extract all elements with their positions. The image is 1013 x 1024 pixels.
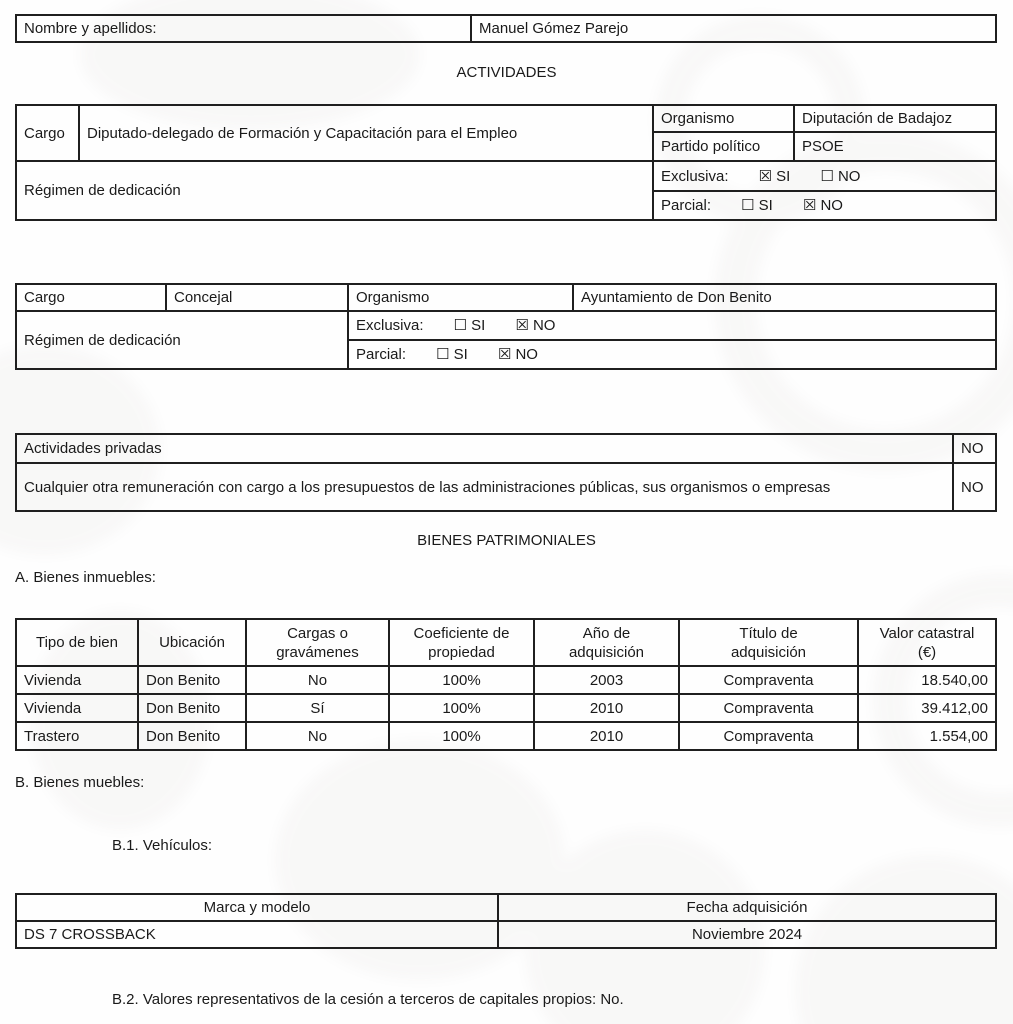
exclusiva-no-checkbox: ☐ NO (820, 167, 861, 185)
table-row (16, 921, 996, 948)
table-row (16, 463, 996, 511)
table-row (16, 105, 996, 132)
header-label: Coeficiente de propiedad (413, 624, 510, 661)
cell-coeficiente: 100% (389, 694, 534, 722)
cell-titulo: Compraventa (679, 694, 858, 722)
table-row (16, 284, 996, 311)
header-label: Año de adquisición (568, 624, 645, 661)
table-row (16, 722, 996, 750)
exclusiva-label: Exclusiva: (661, 167, 729, 185)
exclusiva-si-checkbox: ☒ SI (758, 167, 791, 185)
inmuebles-heading: A. Bienes inmuebles: (15, 569, 156, 586)
name-value: Manuel Gómez Parejo (479, 20, 629, 37)
header-label: Tipo de bien (35, 634, 118, 651)
cell-marca-modelo: DS 7 CROSSBACK (16, 921, 498, 948)
otra-remuneracion-value: NO (961, 478, 984, 496)
header-valor-catastral (858, 619, 996, 666)
regimen-label: Régimen de dedicación (24, 182, 181, 199)
cell-ano: 2010 (534, 694, 679, 722)
section-title-bienes: BIENES PATRIMONIALES (417, 532, 596, 549)
cell-valor: 1.554,00 (858, 722, 996, 750)
partido-value: PSOE (802, 138, 844, 155)
organismo-value-cell (794, 105, 996, 132)
inmuebles-table (15, 618, 997, 751)
exclusiva-cell (348, 311, 996, 340)
organismo-label: Organismo (356, 289, 430, 306)
cell-tipo: Vivienda (16, 694, 138, 722)
parcial-no-checkbox: ☒ NO (802, 197, 843, 214)
parcial-label: Parcial: (661, 197, 712, 214)
cell-ubicacion: Don Benito (138, 666, 246, 694)
cargo-value: Concejal (174, 289, 233, 306)
exclusiva-no-checkbox: ☒ NO (515, 317, 556, 334)
parcial-si-checkbox: ☐ SI (741, 197, 773, 214)
table-row (16, 694, 996, 722)
actividades-privadas-value: NO (961, 440, 984, 457)
valores-text: B.2. Valores representativos de la cesión a terceros de capitales propios: No. (112, 991, 624, 1008)
name-label: Nombre y apellidos: (24, 20, 157, 37)
section-title-actividades: ACTIVIDADES (456, 64, 557, 81)
partido-value-cell (794, 132, 996, 161)
vehiculos-heading: B.1. Vehículos: (112, 837, 213, 854)
header-tipo-de-bien (16, 619, 138, 666)
partido-label-cell (653, 132, 794, 161)
cell-coeficiente: 100% (389, 666, 534, 694)
cell-cargas: No (246, 666, 389, 694)
otra-remuneracion-value-cell (953, 463, 996, 511)
cargo-value: Diputado-delegado de Formación y Capacitación para el Empleo (87, 124, 518, 142)
name-value-cell (471, 15, 996, 42)
header-ubicacion (138, 619, 246, 666)
cell-cargas: No (246, 722, 389, 750)
cell-ubicacion: Don Benito (138, 694, 246, 722)
table-row (16, 161, 996, 191)
organismo-value: Diputación de Badajoz (802, 110, 953, 127)
actividades-privadas-label-cell (16, 434, 953, 463)
otra-remuneracion-label: Cualquier otra remuneración con cargo a los presupuestos de las administraciones públicas, sus organismos o empresas (24, 478, 831, 496)
table-row (16, 666, 996, 694)
organismo-label-cell (348, 284, 573, 311)
regimen-cell (16, 311, 348, 369)
header-label: Valor catastral (€) (879, 624, 975, 661)
cargo-label: Cargo (24, 289, 65, 306)
cell-valor: 18.540,00 (858, 666, 996, 694)
activity1-table (15, 104, 997, 221)
header-fecha-adquisicion: Fecha adquisición (498, 894, 996, 921)
header-coeficiente (389, 619, 534, 666)
table-header-row (16, 894, 996, 921)
organismo-value-cell (573, 284, 996, 311)
name-table (15, 14, 997, 43)
table-row (16, 434, 996, 463)
cell-titulo: Compraventa (679, 666, 858, 694)
cell-tipo: Trastero (16, 722, 138, 750)
table-row (16, 15, 996, 42)
cargo-label-cell (16, 284, 166, 311)
parcial-label: Parcial: (356, 346, 407, 363)
muebles-heading: B. Bienes muebles: (15, 774, 145, 791)
regimen-label: Régimen de dedicación (24, 331, 181, 349)
header-titulo-adquisicion (679, 619, 858, 666)
table-header-row (16, 619, 996, 666)
header-label: Título de adquisición (730, 624, 807, 661)
otra-remuneracion-label-cell (16, 463, 953, 511)
name-label-cell (16, 15, 471, 42)
parcial-cell (348, 340, 996, 369)
header-cargas (246, 619, 389, 666)
header-ano-adquisicion (534, 619, 679, 666)
actividades-privadas-label: Actividades privadas (24, 440, 162, 457)
organismo-value: Ayuntamiento de Don Benito (581, 289, 772, 306)
organismo-label: Organismo (661, 110, 735, 127)
parcial-no-checkbox: ☒ NO (497, 346, 538, 363)
header-label: Ubicación (159, 634, 225, 651)
cargo-value-cell (166, 284, 348, 311)
exclusiva-label: Exclusiva: (356, 317, 424, 334)
cargo-label-cell (16, 105, 79, 161)
cell-tipo: Vivienda (16, 666, 138, 694)
vehiculos-table (15, 893, 997, 949)
cell-ubicacion: Don Benito (138, 722, 246, 750)
cell-fecha-adquisicion: Noviembre 2024 (498, 921, 996, 948)
cell-coeficiente: 100% (389, 722, 534, 750)
partido-label: Partido político (661, 138, 761, 155)
organismo-label-cell (653, 105, 794, 132)
parcial-si-checkbox: ☐ SI (436, 346, 468, 363)
cell-cargas: Sí (246, 694, 389, 722)
cell-ano: 2010 (534, 722, 679, 750)
cell-titulo: Compraventa (679, 722, 858, 750)
cargo-label: Cargo (24, 124, 65, 142)
activity2-table (15, 283, 997, 370)
exclusiva-si-checkbox: ☐ SI (453, 317, 486, 334)
exclusiva-cell (653, 161, 996, 191)
table-row (16, 311, 996, 340)
regimen-cell (16, 161, 653, 220)
header-label: Cargas o gravámenes (276, 624, 359, 661)
actividades-privadas-value-cell (953, 434, 996, 463)
cargo-value-cell (79, 105, 653, 161)
otras-actividades-table (15, 433, 997, 512)
parcial-cell (653, 191, 996, 220)
header-marca-modelo: Marca y modelo (16, 894, 498, 921)
cell-valor: 39.412,00 (858, 694, 996, 722)
cell-ano: 2003 (534, 666, 679, 694)
